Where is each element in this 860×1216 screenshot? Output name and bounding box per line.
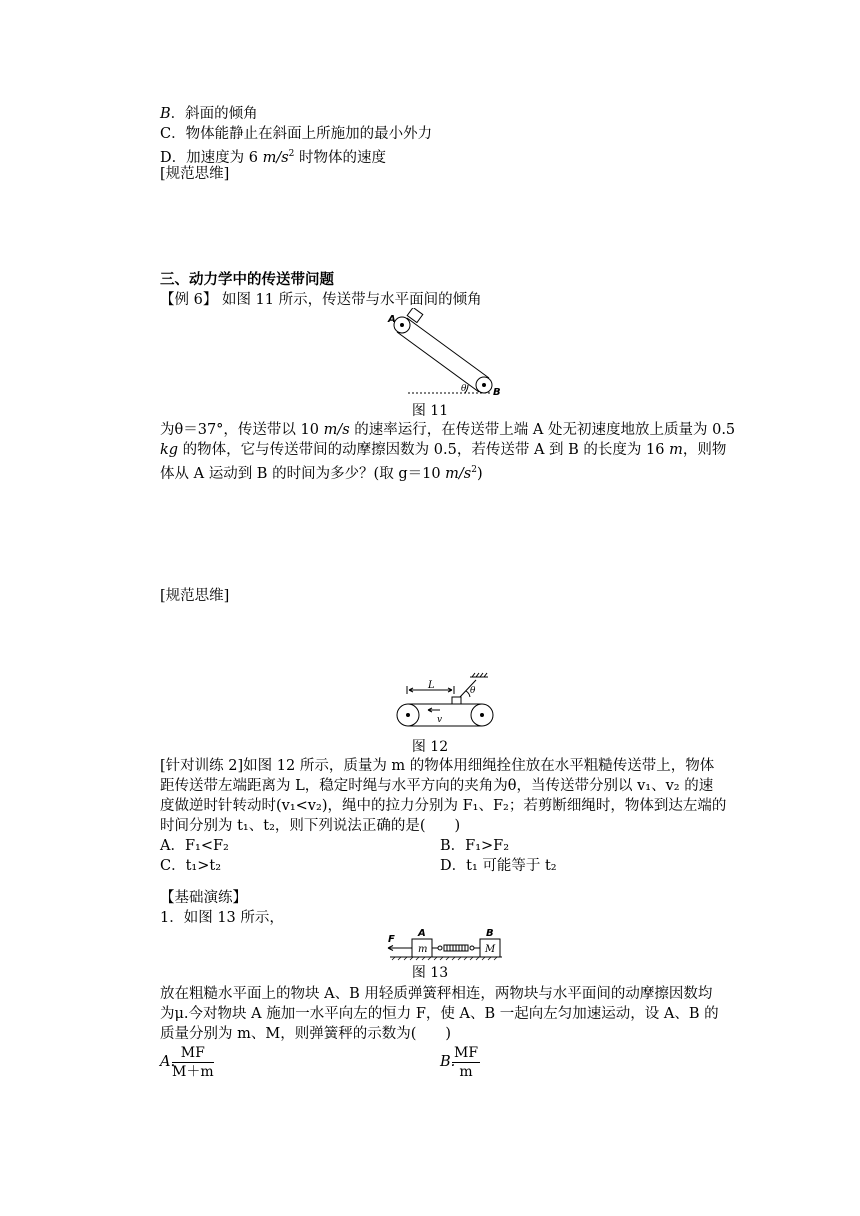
basic-question-1-line-2: 为μ.今对物块 A 施加一水平向左的恒力 F，使 A、B 一起向左匀加速运动，设 A、B 的: [160, 1006, 719, 1022]
option-d-velocity: D．加速度为 6 $m/s^2$ 时物体的速度: [160, 149, 386, 166]
example-6-line-2: kg 的物体，它与传送带间的动摩擦因数为 0.5，若传送带 A 到 B 的长度为 16 m，则物: [160, 442, 727, 458]
fig11-label-theta: θ: [461, 384, 467, 394]
example-6-line-1: 为θ＝37°，传送带以 10 m/s 的速率运行，在传送带上端 A 处无初速度地放上质量为 0.5: [160, 422, 736, 438]
basic-option-b-fraction: [452, 1044, 480, 1081]
basic-question-1-line-3: 质量分别为 m、M，则弹簧秤的示数为( ): [160, 1026, 452, 1042]
fig13-label-m: m: [418, 944, 428, 955]
fig13-label-a: A: [418, 928, 426, 939]
guide-label-1: [规范思维]: [160, 166, 230, 182]
training-2-option-d: D．t₁ 可能等于 t₂: [440, 858, 557, 874]
fig13-label-b: B: [486, 928, 494, 939]
section-heading-conveyor: 三、动力学中的传送带问题: [160, 272, 334, 288]
figure-11-caption: 图 11: [411, 403, 449, 419]
fig13-label-big-m: M: [485, 944, 496, 955]
figure-13-caption: 图 13: [411, 965, 449, 981]
example-6-intro: 【例 6】 如图 11 所示，传送带与水平面间的倾角: [160, 292, 482, 308]
option-b-denominator: m: [459, 1064, 473, 1080]
guide-label-2: [规范思维]: [160, 588, 230, 604]
training-2-line-2: 距传送带左端距离为 L，稳定时绳与水平方向的夹角为θ，当传送带分别以 v₁、v₂ 的速: [160, 778, 714, 794]
basic-question-1-line-1: 放在粗糙水平面上的物块 A、B 用轻质弹簧秤相连，两物块与水平面间的动摩擦因数均: [160, 986, 713, 1002]
training-2-line-3: 度做逆时针转动时(v₁<v₂)，绳中的拉力分别为 F₁、F₂；若剪断细绳时，物体到达左端的: [160, 798, 727, 814]
basic-practice-heading: 【基础演练】: [160, 890, 247, 906]
figure-11-inclined-conveyor: [380, 308, 510, 400]
option-b-numerator: MF: [454, 1045, 479, 1061]
training-2-option-c: C．t₁>t₂: [160, 858, 222, 874]
fig12-label-v: v: [437, 715, 443, 725]
figure-13-blocks-spring: [384, 924, 508, 964]
basic-question-1-intro: 1．如图 13 所示，: [160, 910, 284, 926]
training-2-line-4: 时间分别为 t₁、t₂，则下列说法正确的是( ): [160, 818, 461, 834]
figure-12-horizontal-conveyor: [390, 672, 502, 736]
basic-option-a-fraction: [172, 1044, 214, 1081]
fig13-label-f: F: [388, 934, 395, 945]
fig11-label-a: A: [388, 314, 396, 325]
training-2-line-1: [针对训练 2]如图 12 所示，质量为 m 的物体用细绳拴住放在水平粗糙传送带上，物体: [160, 758, 715, 774]
option-a-denominator: M＋m: [172, 1064, 214, 1080]
example-6-line-3: 体从 A 运动到 B 的时间为多少？(取 g＝10 $m/s^2$): [160, 465, 483, 482]
option-c-min-force: C．物体能静止在斜面上所施加的最小外力: [160, 126, 433, 142]
fig11-label-b: B: [493, 387, 501, 398]
option-a-numerator: MF: [172, 1044, 214, 1063]
basic-option-b-label: B.: [440, 1054, 456, 1070]
fig12-label-l: L: [428, 680, 435, 691]
training-2-option-b: B．F₁>F₂: [440, 838, 510, 854]
fig12-label-theta: θ: [470, 686, 476, 696]
training-2-option-a: A．F₁<F₂: [160, 838, 229, 854]
figure-12-caption: 图 12: [411, 739, 449, 755]
option-b-incline-angle: B．斜面的倾角: [160, 106, 258, 122]
basic-option-a-label: A.: [160, 1054, 176, 1070]
